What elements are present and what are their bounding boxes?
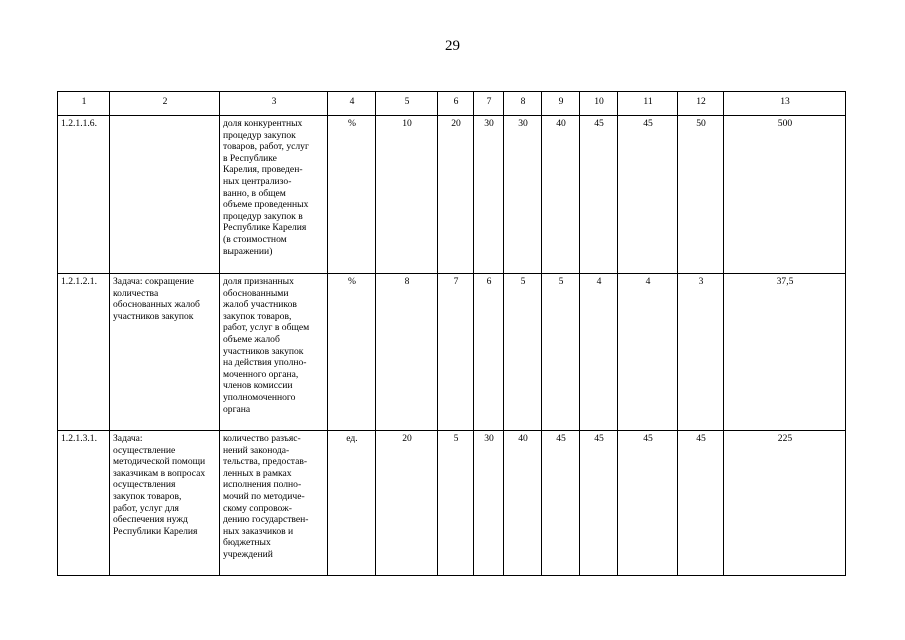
- value-cell: 40: [504, 431, 542, 576]
- value-cell: 45: [580, 431, 618, 576]
- indicator-cell-line: жалоб участников: [223, 299, 297, 311]
- column-header: 13: [724, 92, 846, 116]
- column-header: 7: [474, 92, 504, 116]
- value-cell: 37,5: [724, 274, 846, 431]
- indicator-cell-line: выражении): [223, 245, 273, 257]
- value-cell: 30: [474, 431, 504, 576]
- indicator-cell-line: доля признанных: [223, 276, 294, 287]
- task-cell-line: обоснованных жалоб: [113, 299, 200, 311]
- indicator-cell-line: участников закупок: [223, 345, 304, 357]
- column-header: 5: [376, 92, 438, 116]
- row-code: 1.2.1.3.1.: [58, 431, 110, 576]
- value-cell: 8: [376, 274, 438, 431]
- task-cell-line: Республики Карелия: [113, 525, 198, 537]
- indicator-cell-line: органа: [223, 403, 251, 415]
- row-code: 1.2.1.1.6.: [58, 116, 110, 274]
- column-header: 10: [580, 92, 618, 116]
- unit-cell: %: [328, 274, 376, 431]
- unit-cell: %: [328, 116, 376, 274]
- task-cell: [110, 274, 220, 431]
- column-header: 11: [618, 92, 678, 116]
- indicator-cell-line: (в стоимостном: [223, 233, 287, 245]
- indicator-cell-line: товаров, работ, услуг: [223, 141, 309, 153]
- indicator-cell-line: Карелия, проведен-: [223, 164, 303, 176]
- indicator-cell-line: мочий по методиче-: [223, 490, 305, 502]
- indicator-cell-line: объеме жалоб: [223, 333, 280, 345]
- task-cell: [110, 431, 220, 576]
- task-cell-line: закупок товаров,: [113, 490, 182, 502]
- column-header: 9: [542, 92, 580, 116]
- indicator-cell-line: закупок товаров,: [223, 310, 292, 322]
- indicator-cell-line: моченного органа,: [223, 368, 299, 380]
- task-cell-line: обеспечения нужд: [113, 514, 188, 526]
- header-row: [58, 92, 846, 116]
- indicator-cell-line: членов комиссии: [223, 380, 293, 392]
- value-cell: 5: [438, 431, 474, 576]
- indicator-cell-line: учреждений: [223, 548, 273, 560]
- indicator-cell-line: ных централизо-: [223, 175, 292, 187]
- value-cell: 45: [618, 116, 678, 274]
- indicator-cell-line: Республике Карелия: [223, 222, 307, 234]
- indicator-cell-line: скому сопровож-: [223, 502, 292, 514]
- page-number: 29: [445, 38, 460, 54]
- value-cell: 5: [504, 274, 542, 431]
- table-row: [58, 274, 846, 431]
- task-cell-line: методической помощи: [113, 456, 206, 468]
- value-cell: 7: [438, 274, 474, 431]
- column-header: 8: [504, 92, 542, 116]
- task-cell-line: заказчикам в вопросах: [113, 467, 206, 479]
- value-cell: 50: [678, 116, 724, 274]
- value-cell: 40: [542, 116, 580, 274]
- task-cell-line: осуществления: [113, 479, 176, 491]
- value-cell: 30: [504, 116, 542, 274]
- column-header: 4: [328, 92, 376, 116]
- indicator-cell-line: обоснованными: [223, 287, 289, 299]
- value-cell: 225: [724, 431, 846, 576]
- value-cell: 45: [678, 431, 724, 576]
- table-row: [58, 431, 846, 576]
- value-cell: 20: [376, 431, 438, 576]
- indicator-cell-line: доля конкурентных: [223, 118, 303, 129]
- value-cell: 500: [724, 116, 846, 274]
- indicator-cell-line: в Республике: [223, 152, 277, 164]
- value-cell: 45: [542, 431, 580, 576]
- indicator-cell-line: бюджетных: [223, 537, 271, 549]
- unit-cell: ед.: [328, 431, 376, 576]
- indicator-cell-line: уполномоченного: [223, 391, 296, 403]
- row-code: 1.2.1.2.1.: [58, 274, 110, 431]
- value-cell: 4: [618, 274, 678, 431]
- column-header: 12: [678, 92, 724, 116]
- task-cell-line: осуществление: [113, 444, 176, 456]
- task-cell-line: участников закупок: [113, 310, 194, 322]
- value-cell: 6: [474, 274, 504, 431]
- indicator-cell-line: ных заказчиков и: [223, 525, 294, 537]
- task-cell: [110, 116, 220, 274]
- indicator-cell-line: тельства, предостав-: [223, 456, 308, 468]
- table-row: [58, 116, 846, 274]
- value-cell: 5: [542, 274, 580, 431]
- column-header: 3: [220, 92, 328, 116]
- indicator-cell-line: исполнения полно-: [223, 479, 302, 491]
- value-cell: 10: [376, 116, 438, 274]
- indicator-cell-line: работ, услуг в общем: [223, 322, 310, 334]
- indicator-cell-line: процедур закупок: [223, 129, 296, 141]
- value-cell: 30: [474, 116, 504, 274]
- value-cell: 4: [580, 274, 618, 431]
- task-cell-line: Задача: сокращение: [113, 276, 194, 287]
- indicator-cell-line: на действия уполно-: [223, 357, 307, 369]
- value-cell: 45: [618, 431, 678, 576]
- value-cell: 45: [580, 116, 618, 274]
- value-cell: 3: [678, 274, 724, 431]
- indicator-cell-line: процедур закупок в: [223, 210, 303, 222]
- indicator-cell-line: нений законода-: [223, 444, 290, 456]
- indicator-cell-line: дению государствен-: [223, 514, 309, 526]
- indicator-cell-line: ванно, в общем: [223, 187, 286, 199]
- task-cell-line: Задача:: [113, 433, 143, 444]
- indicator-cell-line: количество разъяс-: [223, 433, 301, 444]
- value-cell: 20: [438, 116, 474, 274]
- task-cell-line: работ, услуг для: [113, 502, 179, 514]
- indicator-cell: [220, 116, 328, 274]
- column-header: 1: [58, 92, 110, 116]
- indicator-cell-line: ленных в рамках: [223, 467, 292, 479]
- indicators-table: [57, 91, 846, 576]
- column-header: 6: [438, 92, 474, 116]
- indicator-cell: [220, 274, 328, 431]
- task-cell-line: количества: [113, 287, 159, 299]
- column-header: 2: [110, 92, 220, 116]
- indicator-cell: [220, 431, 328, 576]
- indicator-cell-line: объеме проведенных: [223, 199, 309, 211]
